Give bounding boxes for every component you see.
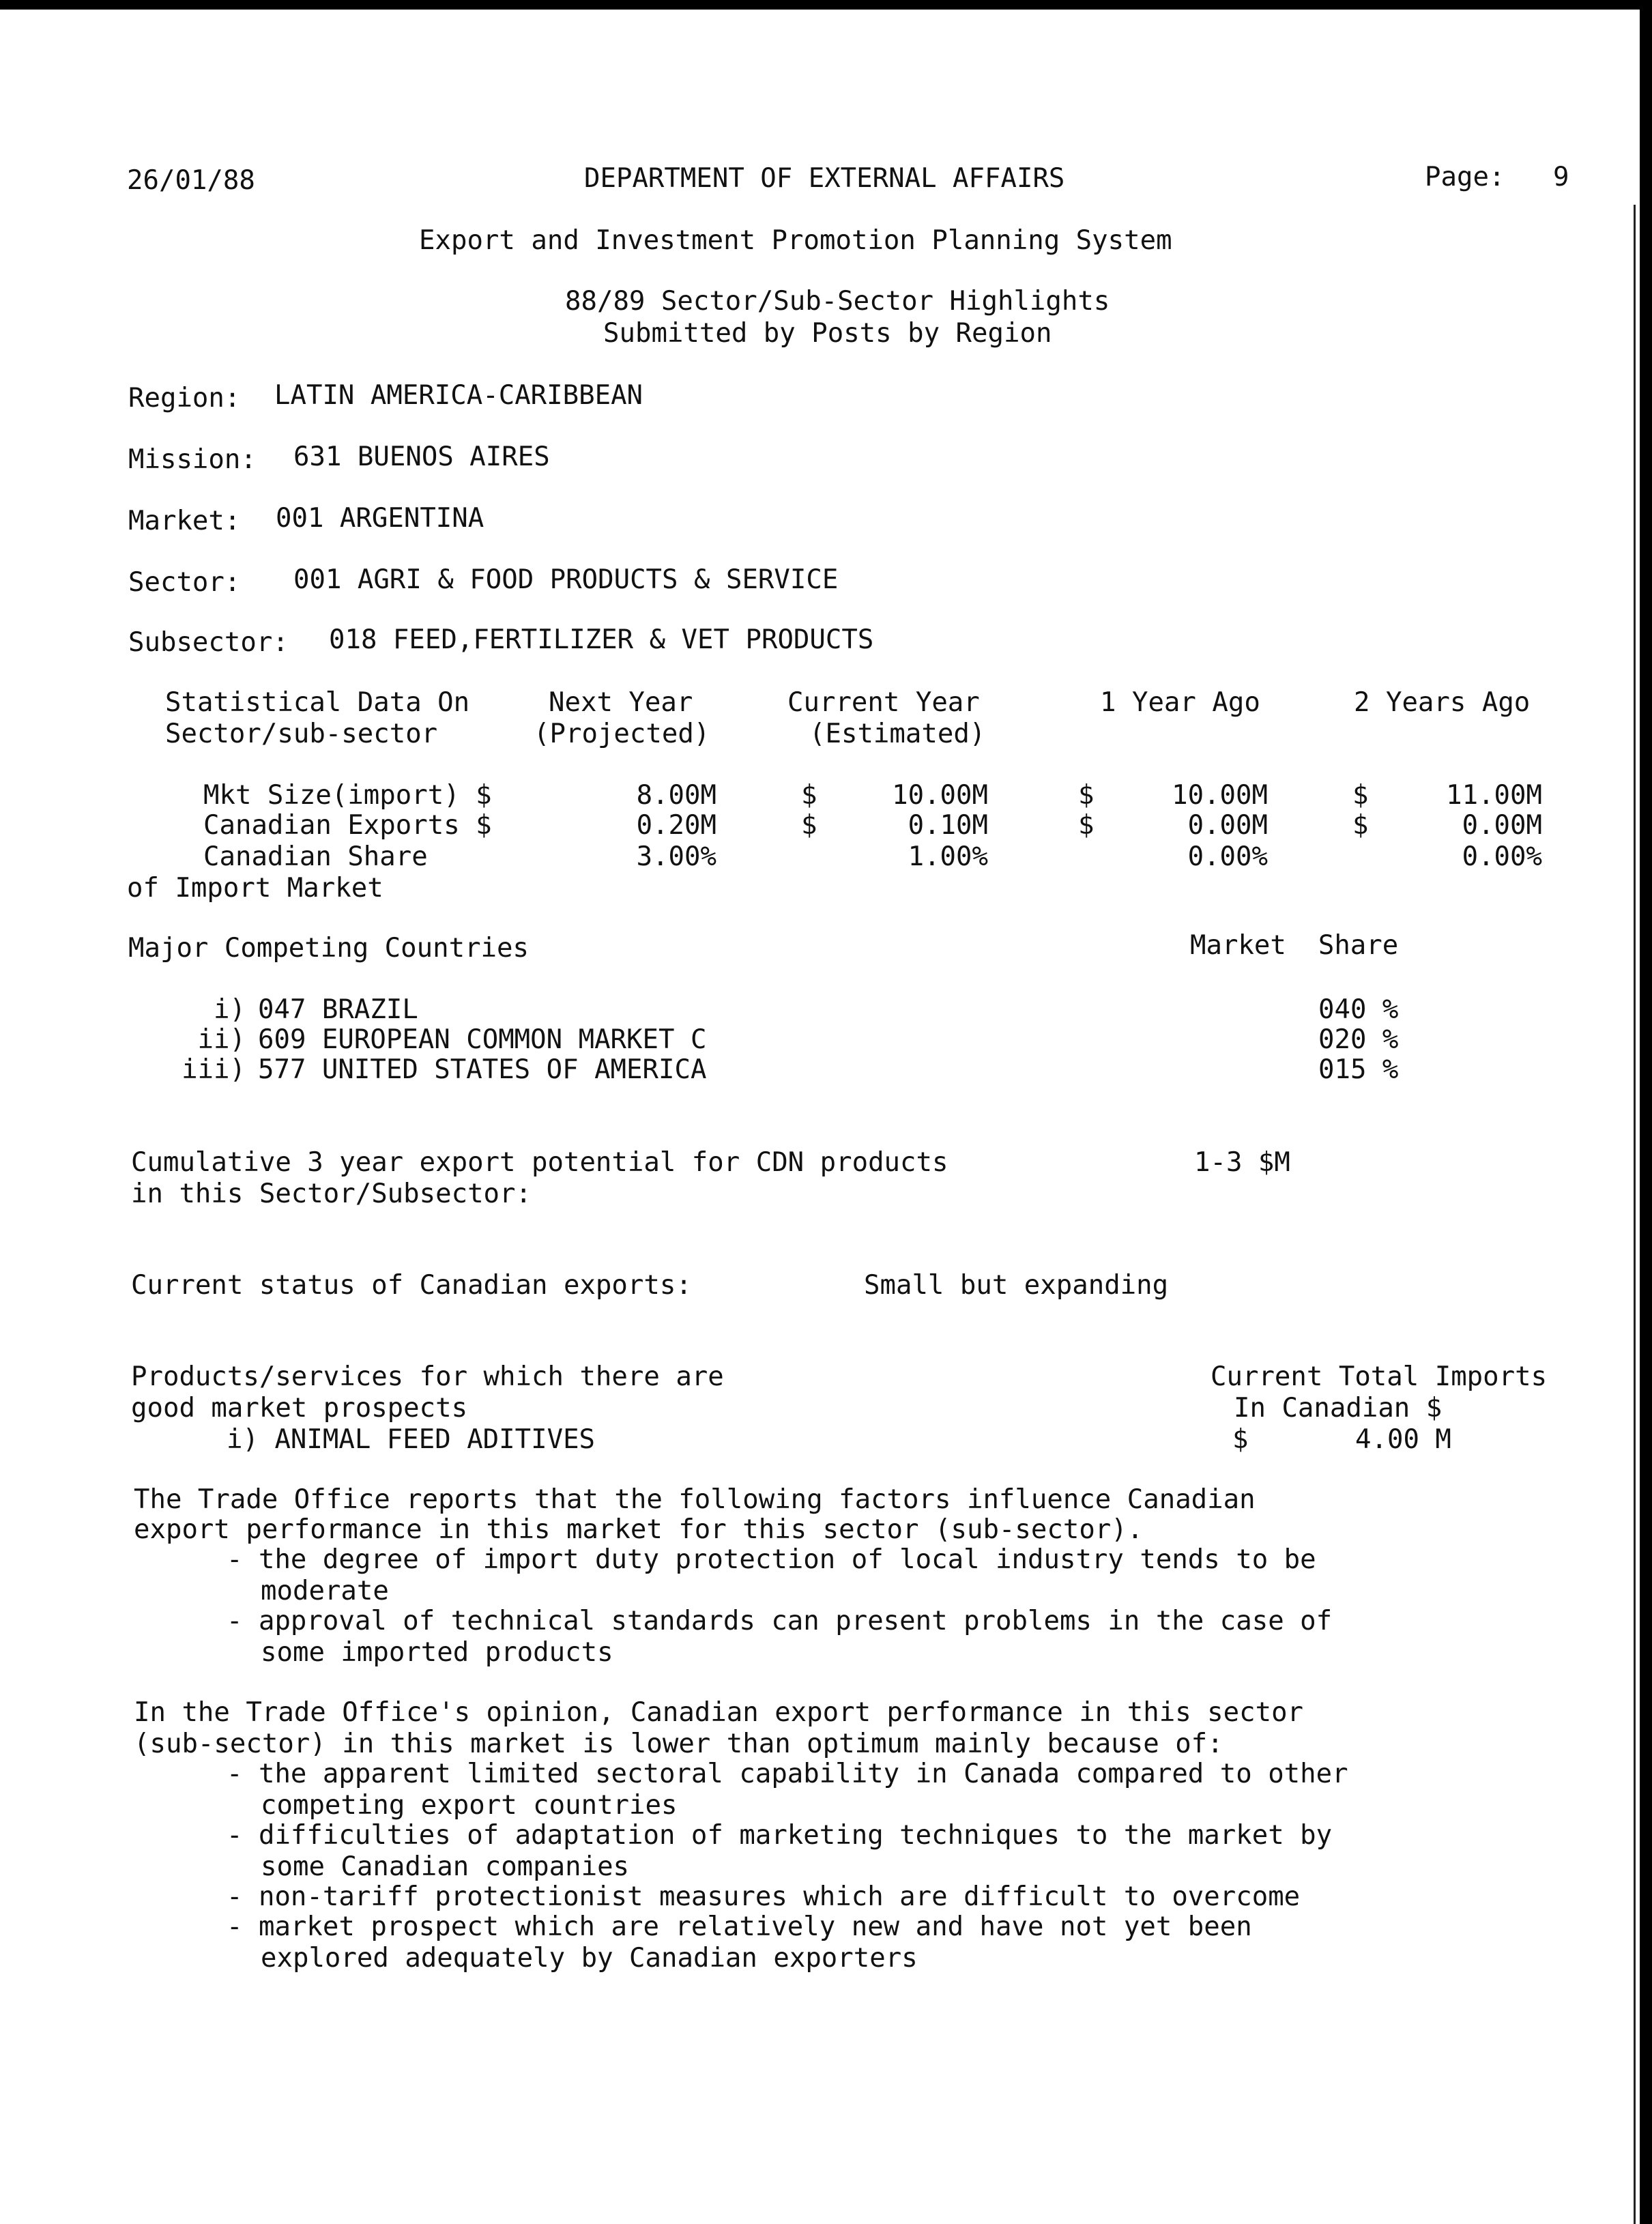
subtitle-highlights: 88/89 Sector/Sub-Sector Highlights [565, 286, 1110, 317]
stats-mkt-size-currency: $ [801, 780, 817, 811]
stats-header-projected: (Projected) [534, 719, 710, 749]
opinion-bullet: - the apparent limited sectoral capability in Canada compared to other [227, 1759, 1348, 1789]
competitor-share: 040 % [1318, 994, 1399, 1025]
scan-edge-top [0, 0, 1652, 10]
imports-value: 4.00 M [1355, 1424, 1451, 1455]
sector-label: Sector: [128, 567, 241, 598]
factors-intro: The Trade Office reports that the following factors influence Canadian [134, 1484, 1256, 1515]
export-status-value: Small but expanding [864, 1270, 1169, 1301]
market-share-heading: Market Share [1190, 930, 1399, 961]
stats-share-2-years-ago: 0.00% [1462, 841, 1542, 872]
system-title: Export and Investment Promotion Planning System [419, 225, 1172, 256]
stats-share-next-year: 3.00% [636, 841, 716, 872]
opinion-bullet: - difficulties of adaptation of marketing techniques to the market by [227, 1820, 1333, 1851]
competitor-name: 577 UNITED STATES OF AMERICA [258, 1054, 707, 1085]
stats-mkt-size-2-years-ago: 11.00M [1446, 780, 1542, 811]
subtitle-submitted: Submitted by Posts by Region [603, 318, 1052, 349]
opinion-bullet: - non-tariff protectionist measures which are difficult to overcome [227, 1881, 1301, 1912]
stats-mkt-size-1-year-ago: 10.00M [1172, 780, 1268, 811]
subsector-value: 018 FEED,FERTILIZER & VET PRODUCTS [329, 624, 874, 655]
imports-heading: Current Total Imports [1211, 1361, 1548, 1392]
market-label: Market: [128, 506, 241, 536]
export-potential-label-cont: in this Sector/Subsector: [131, 1179, 532, 1209]
factors-intro-cont: export performance in this market for this sector (sub-sector). [134, 1514, 1144, 1545]
report-date: 26/01/88 [127, 165, 255, 196]
factors-bullet: - approval of technical standards can present problems in the case of [227, 1606, 1333, 1636]
products-label: Products/services for which there are [131, 1361, 724, 1392]
stats-row-share-label: Canadian Share [203, 841, 428, 872]
opinion-bullet-cont: explored adequately by Canadian exporters [261, 1943, 918, 1974]
export-potential-label: Cumulative 3 year export potential for CDN products [131, 1147, 948, 1178]
stats-row-share-label-cont: of Import Market [127, 873, 383, 904]
products-label-cont: good market prospects [131, 1393, 468, 1424]
stats-row-exports-label: Canadian Exports $ [203, 810, 492, 841]
stats-exports-1-year-ago: 0.00M [1187, 810, 1268, 841]
scan-edge-right [1640, 0, 1652, 2224]
stats-mkt-size-currency: $ [1078, 780, 1095, 811]
stats-exports-next-year: 0.20M [636, 810, 716, 841]
stats-header-next-year: Next Year [549, 687, 693, 718]
opinion-intro-cont: (sub-sector) in this market is lower than optimum mainly because of: [134, 1729, 1223, 1759]
stats-header-1-year-ago: 1 Year Ago [1100, 687, 1260, 718]
page-number: 9 [1553, 162, 1569, 192]
market-value: 001 ARGENTINA [276, 503, 484, 534]
competitors-heading: Major Competing Countries [128, 933, 529, 964]
stats-header-label-2: Sector/sub-sector [165, 719, 438, 749]
opinion-bullet-cont: some Canadian companies [261, 1851, 630, 1882]
department-title: DEPARTMENT OF EXTERNAL AFFAIRS [584, 163, 1065, 194]
opinion-intro: In the Trade Office's opinion, Canadian export performance in this sector [134, 1697, 1304, 1728]
stats-header-current-year: Current Year [787, 687, 980, 718]
imports-subheading: In Canadian $ [1234, 1393, 1443, 1424]
export-status-label: Current status of Canadian exports: [131, 1270, 692, 1301]
competitor-share: 020 % [1318, 1024, 1399, 1055]
stats-share-1-year-ago: 0.00% [1187, 841, 1268, 872]
competitor-number: ii) [197, 1024, 246, 1055]
competitor-number: i) [214, 994, 246, 1025]
factors-bullet-cont: moderate [261, 1576, 389, 1606]
stats-mkt-size-next-year: 8.00M [636, 780, 716, 811]
mission-value: 631 BUENOS AIRES [293, 442, 550, 472]
stats-mkt-size-current-year: 10.00M [892, 780, 988, 811]
stats-header-estimated: (Estimated) [809, 719, 986, 749]
mission-label: Mission: [128, 444, 257, 475]
competitor-share: 015 % [1318, 1054, 1399, 1085]
factors-bullet: - the degree of import duty protection of local industry tends to be [227, 1544, 1316, 1575]
stats-header-2-years-ago: 2 Years Ago [1354, 687, 1531, 718]
imports-currency: $ [1232, 1424, 1249, 1455]
factors-bullet-cont: some imported products [261, 1637, 613, 1668]
stats-exports-currency: $ [801, 810, 817, 841]
competitor-name: 047 BRAZIL [258, 994, 418, 1025]
product-item: i) ANIMAL FEED ADITIVES [227, 1424, 596, 1455]
stats-exports-2-years-ago: 0.00M [1462, 810, 1542, 841]
competitor-number: iii) [182, 1054, 246, 1085]
region-value: LATIN AMERICA-CARIBBEAN [274, 380, 643, 411]
export-potential-value: 1-3 $M [1194, 1147, 1290, 1178]
stats-share-current-year: 1.00% [908, 841, 988, 872]
opinion-bullet-cont: competing export countries [261, 1790, 678, 1821]
stats-exports-currency: $ [1352, 810, 1369, 841]
opinion-bullet: - market prospect which are relatively new and have not yet been [227, 1911, 1252, 1942]
competitor-name: 609 EUROPEAN COMMON MARKET C [258, 1024, 707, 1055]
scan-edge-line [1634, 205, 1636, 2224]
stats-header-label-1: Statistical Data On [165, 687, 470, 718]
stats-row-mkt-size-label: Mkt Size(import) $ [203, 780, 492, 811]
region-label: Region: [128, 383, 241, 414]
sector-value: 001 AGRI & FOOD PRODUCTS & SERVICE [293, 564, 839, 595]
stats-mkt-size-currency: $ [1352, 780, 1369, 811]
stats-exports-current-year: 0.10M [908, 810, 988, 841]
stats-exports-currency: $ [1078, 810, 1095, 841]
subsector-label: Subsector: [128, 627, 289, 658]
page-label: Page: [1425, 162, 1505, 192]
